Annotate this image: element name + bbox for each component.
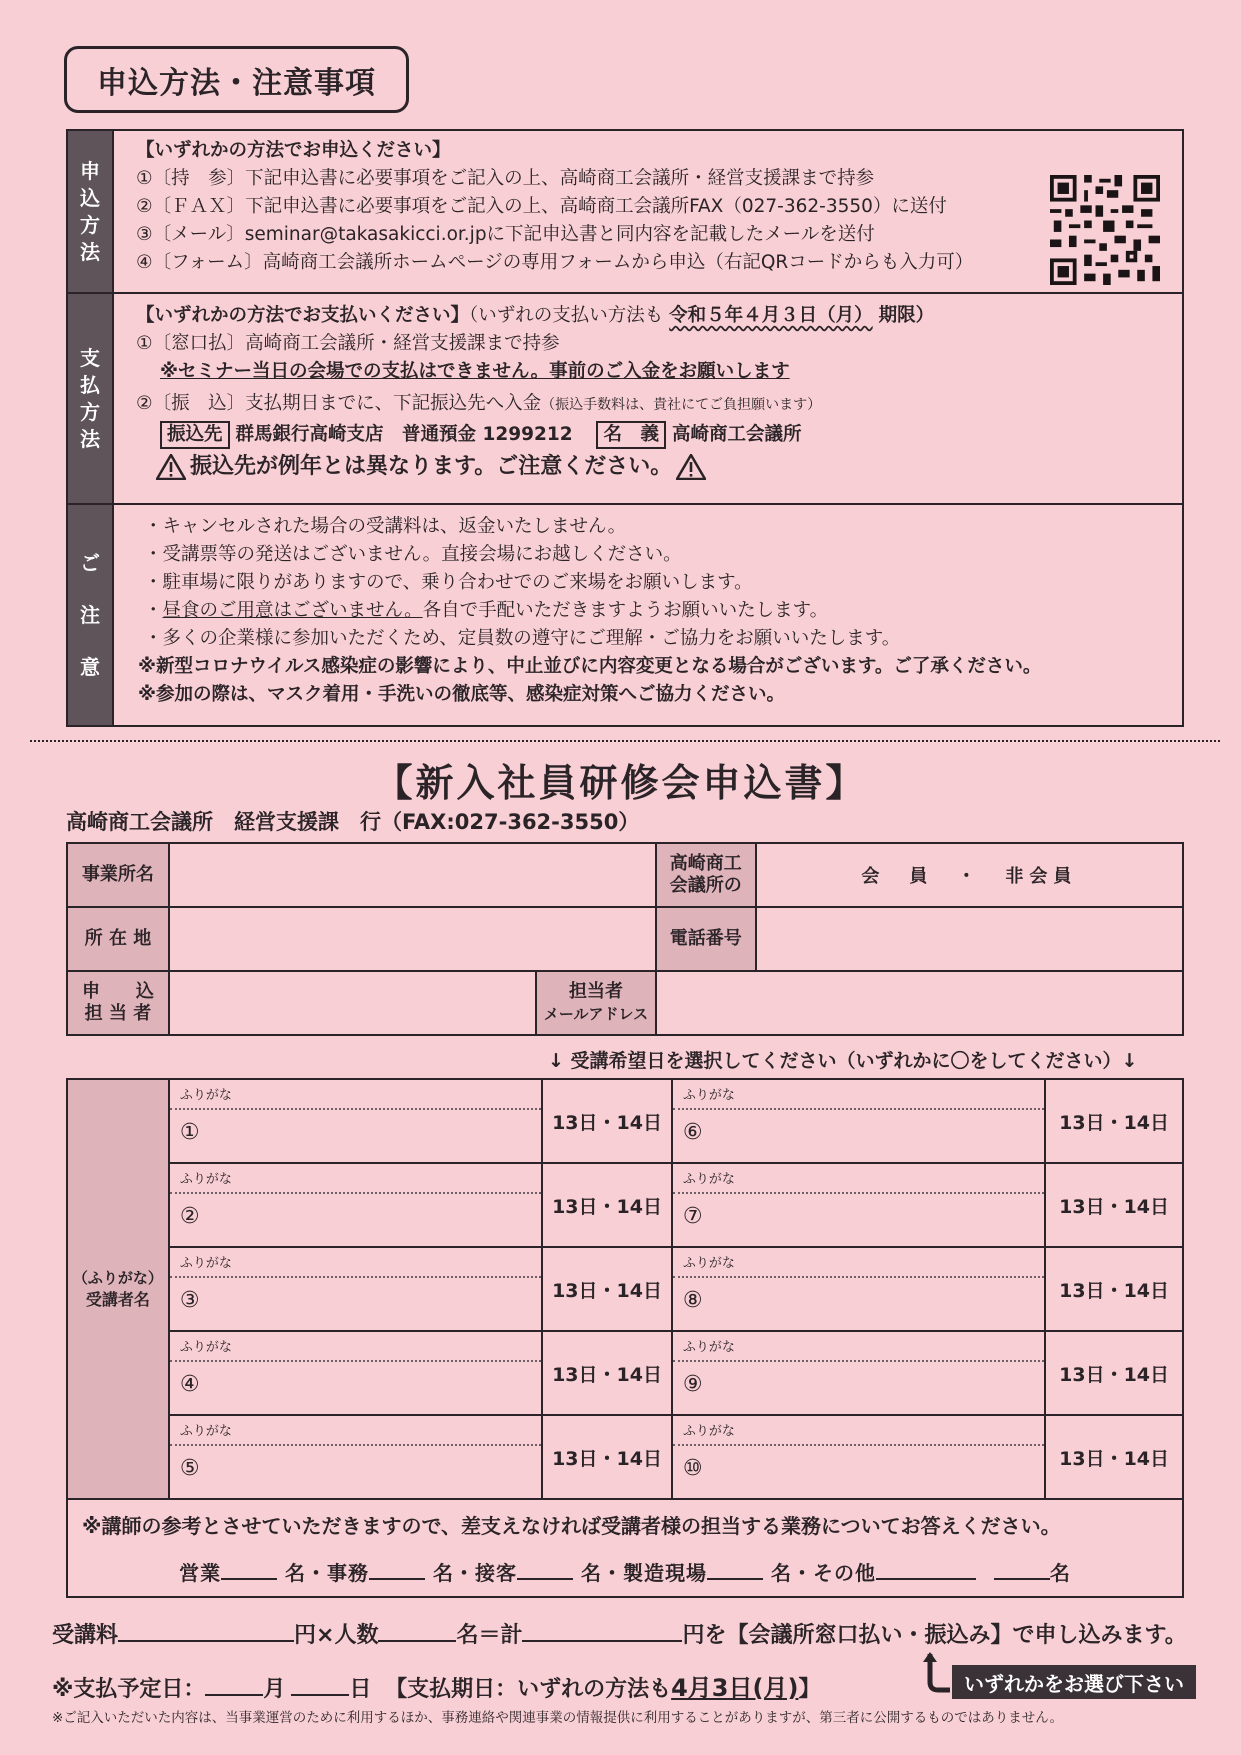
participant-number: ⑤: [179, 1456, 200, 1481]
business-name-field[interactable]: [169, 843, 656, 907]
contact-label-line: 担 当 者: [84, 1003, 152, 1024]
account-holder: 高崎商工会議所: [671, 424, 802, 445]
participant-name-field[interactable]: [169, 1079, 542, 1163]
warning-icon: [156, 454, 186, 480]
pay-day-label: 日: [349, 1677, 372, 1702]
side-char: 払: [80, 372, 100, 397]
caution-row: [68, 505, 1182, 725]
side-char: 方: [80, 212, 100, 237]
furigana-label: ふりがな: [673, 1332, 1044, 1362]
caution-item: ・多くの企業様に参加いただくため、定員数の遵守にご理解・ご協力をお願いいたします。: [144, 628, 901, 649]
participants-table: [66, 1078, 1184, 1598]
job-label: 営業: [179, 1561, 222, 1585]
payment-item-2-small: （振込手数料は、貴社にてご負担願います）: [541, 397, 822, 413]
participant-name-field[interactable]: [169, 1247, 542, 1331]
job-label: 名・製造現場: [580, 1561, 707, 1585]
side-char: 注: [80, 603, 100, 627]
lunch-rest: 各自で手配いただきますようお願いいたします。: [422, 600, 829, 621]
applicant-info-table: [66, 842, 1184, 1036]
participant-name-field[interactable]: [169, 1415, 542, 1499]
participant-number: ⑧: [682, 1288, 703, 1313]
fee-field[interactable]: [118, 1622, 294, 1642]
caution-item: ・キャンセルされた場合の受講料は、返金いたしません。: [144, 516, 627, 537]
caution-item: ・駐車場に限りがありますので、乗り合わせでのご来場をお願いします。: [144, 572, 753, 593]
pay-month-label: 月: [263, 1677, 286, 1702]
phone-label: 電話番号: [656, 907, 756, 971]
date-choice[interactable]: 13日・14日: [1045, 1331, 1183, 1415]
furigana-label: ふりがな: [170, 1416, 541, 1446]
participant-number: ⑩: [682, 1456, 703, 1481]
bank-warning: [136, 453, 1162, 481]
apply-side-label: [68, 131, 114, 292]
headcount-field[interactable]: [378, 1622, 456, 1642]
total-field[interactable]: [522, 1622, 682, 1642]
fee-label: 受講料: [52, 1623, 119, 1648]
payment-note: （いずれの支払い方法も: [469, 305, 664, 326]
side-char: 法: [80, 426, 100, 451]
choose-label: いずれかをお選び下さい: [952, 1665, 1196, 1699]
payment-item-1-note: ※セミナー当日の会場での支払はできません。事前のご入金をお願いします: [160, 361, 790, 382]
warning-icon: [676, 454, 706, 480]
date-choice[interactable]: 13日・14日: [1045, 1247, 1183, 1331]
apply-item: ③〔メール〕seminar@takasakicci.or.jpに下記申込書と同内容を記載したメールを送付: [136, 224, 875, 245]
apply-item: ④〔フォーム〕高崎商工会議所ホームページの専用フォームから申込（右記QRコードからも入力可）: [136, 252, 974, 273]
side-char: 支: [80, 345, 100, 370]
caution-lunch: ・昼食のご用意はございません。各自で手配いただきますようお願いいたします。: [144, 600, 829, 621]
cut-line: [30, 740, 1220, 742]
job-question: [67, 1499, 1183, 1597]
furigana-label: ふりがな: [673, 1248, 1044, 1278]
section-title: 申込方法・注意事項: [64, 46, 409, 113]
date-choice[interactable]: 13日・14日: [542, 1415, 672, 1499]
caution-side-label: [68, 505, 114, 725]
holder-tag: 名 義: [596, 421, 666, 449]
job-count-field[interactable]: [994, 1560, 1050, 1580]
participant-name-field[interactable]: [169, 1163, 542, 1247]
participant-number: ⑥: [682, 1120, 703, 1145]
mail-label-line: メールアドレス: [543, 1005, 649, 1023]
pay-plan-line: [52, 1668, 820, 1703]
date-choice[interactable]: 13日・14日: [1045, 1163, 1183, 1247]
qr-code-icon[interactable]: [1050, 175, 1160, 285]
membership-select[interactable]: 会 員 ・ 非会員: [756, 843, 1183, 907]
cci-label-line: 高崎商工: [669, 853, 742, 874]
payment-body: [114, 294, 1182, 503]
participant-number: ④: [179, 1372, 200, 1397]
side-char: ご: [80, 551, 100, 575]
job-count-field[interactable]: [221, 1560, 277, 1580]
mail-label: [536, 971, 656, 1035]
fee-line: [52, 1618, 1187, 1649]
furigana-label: ふりがな: [673, 1164, 1044, 1194]
participant-number: ⑦: [682, 1204, 703, 1229]
pay-month-field[interactable]: [205, 1676, 263, 1696]
payment-heading: 【いずれかの方法でお支払いください】: [136, 305, 470, 326]
date-choice[interactable]: 13日・14日: [542, 1331, 672, 1415]
payment-note-end: 期限）: [878, 305, 935, 326]
pay-deadline-label: 【支払期日：いずれの方法も: [385, 1677, 672, 1702]
bank-warning-text: 振込先が例年とは異なります。ご注意ください。: [190, 454, 673, 479]
payment-deadline: 令和５年４月３日（月）: [669, 305, 873, 326]
participant-number: ⑨: [682, 1372, 703, 1397]
notice-table: [66, 129, 1184, 727]
participants-label-line: （ふりがな）: [72, 1269, 163, 1287]
cci-label: [656, 843, 756, 907]
fee-tail: 円を【会議所窓口払い・振込み】で申し込みます。: [682, 1623, 1187, 1648]
job-count-field[interactable]: [369, 1560, 425, 1580]
furigana-label: ふりがな: [673, 1080, 1044, 1110]
date-choice[interactable]: 13日・14日: [1045, 1079, 1183, 1163]
job-count-field[interactable]: [707, 1560, 763, 1580]
job-label: 名・その他: [770, 1561, 876, 1585]
bank-account: 群馬銀行高崎支店 普通預金 1299212: [235, 424, 573, 445]
furigana-label: ふりがな: [170, 1332, 541, 1362]
side-char: 法: [80, 239, 100, 264]
fee-eq: 名＝計: [456, 1623, 523, 1648]
curved-arrow-icon: [922, 1652, 952, 1696]
side-char: 方: [80, 399, 100, 424]
participant-name-field[interactable]: [672, 1415, 1045, 1499]
job-count-field[interactable]: [517, 1560, 573, 1580]
apply-item: ①〔持 参〕下記申込書に必要事項をご記入の上、高崎商工会議所・経営支援課まで持参: [136, 168, 875, 189]
phone-field[interactable]: [756, 907, 1183, 971]
job-label: 名・事務: [285, 1561, 370, 1585]
contact-label: [67, 971, 169, 1035]
participant-name-field[interactable]: [169, 1331, 542, 1415]
date-choice[interactable]: 13日・14日: [542, 1079, 672, 1163]
furigana-label: ふりがな: [673, 1416, 1044, 1446]
form-title: 【新入社員研修会申込書】: [374, 761, 867, 805]
side-char: 込: [80, 185, 100, 210]
bank-tag: 振込先: [160, 421, 230, 449]
contact-field[interactable]: [169, 971, 536, 1035]
cci-label-line: 会議所の: [669, 875, 742, 896]
furigana-label: ふりがな: [170, 1164, 541, 1194]
caution-body: [114, 505, 1182, 725]
pay-deadline-date: 4月3日(月): [671, 1674, 799, 1702]
fee-yen-times: 円×人数: [294, 1623, 379, 1648]
participant-number: ②: [179, 1204, 200, 1229]
participant-number: ①: [179, 1120, 200, 1145]
participant-number: ③: [179, 1288, 200, 1313]
participant-name-field[interactable]: [672, 1163, 1045, 1247]
participant-name-field[interactable]: [672, 1079, 1045, 1163]
job-question-text: ※講師の参考とさせていただきますので、差支えなければ受講者様の担当する業務についてお答えください。: [82, 1514, 1061, 1538]
date-choice[interactable]: 13日・14日: [542, 1163, 672, 1247]
payment-item-1: ①〔窓口払〕高崎商工会議所・経営支援課まで持参: [136, 333, 560, 354]
address-label: 所 在 地: [67, 907, 169, 971]
privacy-footnote: ※ご記入いただいた内容は、当事業運営のために利用するほか、事務連絡や関連事業の情報提供に利用することがありますが、第三者に公開するものではありません。: [52, 1710, 1064, 1726]
apply-item: ②〔ＦＡＸ〕下記申込書に必要事項をご記入の上、高崎商工会議所FAX（027-362-3550）に送付: [136, 196, 947, 217]
furigana-label: ふりがな: [170, 1080, 541, 1110]
mail-label-line: 担当者: [568, 981, 623, 1002]
side-char: 意: [80, 655, 100, 679]
caution-item: ・受講票等の発送はございません。直接会場にお越しください。: [144, 544, 682, 565]
date-choice[interactable]: 13日・14日: [542, 1247, 672, 1331]
job-other-field[interactable]: [876, 1560, 976, 1580]
contact-label-line: 申 込: [81, 981, 154, 1002]
pay-plan-label: ※支払予定日：: [52, 1677, 206, 1702]
payment-row: [68, 294, 1182, 505]
pay-day-field[interactable]: [291, 1676, 349, 1696]
job-label: 名・接客: [433, 1561, 518, 1585]
apply-row: [68, 131, 1182, 294]
address-field[interactable]: [169, 907, 656, 971]
apply-heading: 【いずれかの方法でお申込ください】: [136, 140, 451, 161]
participant-name-field[interactable]: [672, 1331, 1045, 1415]
side-char: 申: [80, 158, 100, 183]
payment-side-label: [68, 294, 114, 503]
furigana-label: ふりがな: [170, 1248, 541, 1278]
caution-mask: ※参加の際は、マスク着用・手洗いの徹底等、感染症対策へご協力ください。: [138, 684, 785, 705]
form-destination: 高崎商工会議所 経営支援課 行（FAX:027-362-3550）: [66, 810, 640, 834]
apply-body: [114, 131, 1182, 292]
payment-item-2: ②〔振 込〕支払期日までに、下記振込先へ入金: [136, 393, 542, 414]
caution-covid: ※新型コロナウイルス感染症の影響により、中止並びに内容変更となる場合がございます。ご了承ください。: [138, 656, 1042, 677]
pay-deadline-end: 】: [798, 1677, 821, 1702]
date-instruction: ↓ 受講希望日を選択してください（いずれかに〇をしてください）↓: [548, 1050, 1138, 1072]
job-counts: [82, 1557, 1168, 1586]
mail-field[interactable]: [656, 971, 1183, 1035]
business-name-label: 事業所名: [67, 843, 169, 907]
lunch-underlined: 昼食のご用意はございません。: [162, 600, 423, 621]
participants-label-line: 受講者名: [85, 1290, 150, 1309]
participant-name-field[interactable]: [672, 1247, 1045, 1331]
date-choice[interactable]: 13日・14日: [1045, 1415, 1183, 1499]
participants-label: [67, 1079, 169, 1499]
job-label: 名: [1049, 1561, 1071, 1585]
